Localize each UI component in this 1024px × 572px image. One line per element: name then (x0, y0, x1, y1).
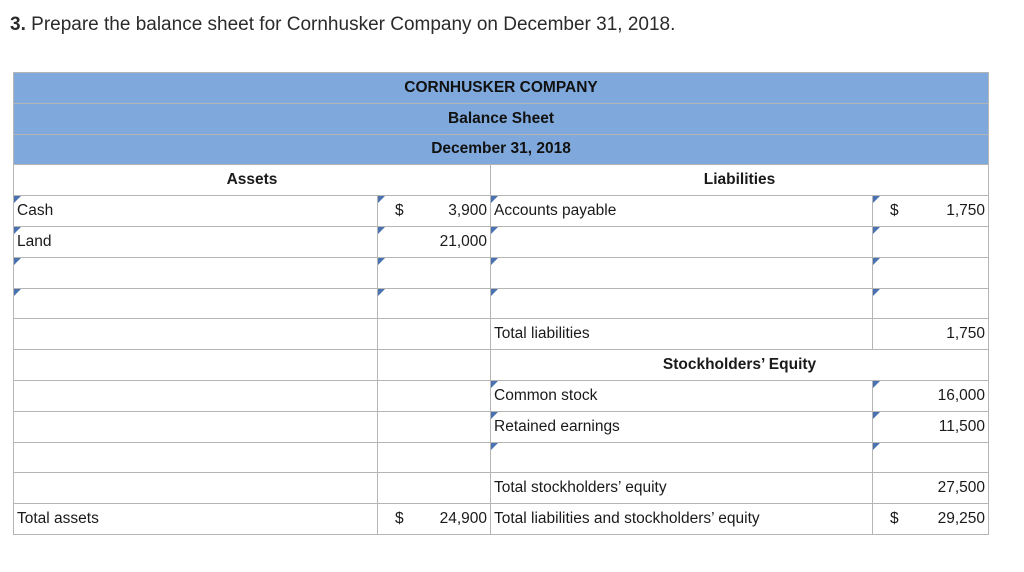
equity-value-input-2[interactable]: 11,500 (873, 411, 989, 442)
question-prompt: Prepare the balance sheet for Cornhusker Company on December 31, 2018. (31, 14, 676, 35)
currency-symbol: $ (890, 510, 899, 528)
total-equity-value: 27,500 (873, 473, 989, 504)
asset-label-input-4[interactable] (14, 288, 378, 319)
table-row (14, 350, 989, 381)
empty-cell (378, 442, 491, 473)
empty-cell (378, 473, 491, 504)
empty-cell (378, 380, 491, 411)
statement-title: Balance Sheet (14, 103, 989, 134)
table-row (14, 319, 989, 350)
currency-symbol: $ (890, 202, 899, 220)
question-text (10, 14, 675, 36)
equity-value-input-3[interactable] (873, 442, 989, 473)
table-row (14, 411, 989, 442)
empty-cell (14, 350, 378, 381)
total-liabilities-value: 1,750 (873, 319, 989, 350)
table-row (14, 473, 989, 504)
empty-cell (14, 442, 378, 473)
currency-symbol: $ (395, 510, 404, 528)
asset-label-input-1[interactable]: Cash (14, 196, 378, 227)
total-equity-label: Total stockholders’ equity (491, 473, 873, 504)
total-liab-equity-value: 29,250 (937, 510, 986, 528)
currency-symbol: $ (395, 202, 404, 220)
table-row (14, 257, 989, 288)
equity-value-input-1[interactable]: 16,000 (873, 380, 989, 411)
balance-sheet-table (13, 72, 989, 535)
liability-label-input-2[interactable] (491, 226, 873, 257)
asset-value-input-3[interactable] (378, 257, 491, 288)
total-assets-label: Total assets (14, 504, 378, 535)
header-company-row (14, 73, 989, 104)
empty-cell (14, 380, 378, 411)
equity-header: Stockholders’ Equity (491, 350, 989, 381)
asset-value-input-1[interactable] (378, 196, 491, 227)
empty-cell (378, 350, 491, 381)
section-header-row (14, 165, 989, 196)
liability-label-input-1[interactable]: Accounts payable (491, 196, 873, 227)
asset-value-input-2[interactable]: 21,000 (378, 226, 491, 257)
table-row (14, 288, 989, 319)
question-number: 3. (10, 14, 26, 35)
liability-label-input-3[interactable] (491, 257, 873, 288)
asset-value-1: 3,900 (448, 202, 487, 220)
asset-label-input-2[interactable]: Land (14, 226, 378, 257)
liability-value-input-3[interactable] (873, 257, 989, 288)
header-title-row (14, 103, 989, 134)
asset-label-input-3[interactable] (14, 257, 378, 288)
equity-label-input-1[interactable]: Common stock (491, 380, 873, 411)
total-liab-equity-cell (873, 504, 989, 535)
table-row (14, 380, 989, 411)
empty-cell (14, 411, 378, 442)
empty-cell (378, 411, 491, 442)
table-row (14, 226, 989, 257)
total-liabilities-label: Total liabilities (491, 319, 873, 350)
total-assets-cell (378, 504, 491, 535)
liability-value-input-1[interactable] (873, 196, 989, 227)
empty-cell (378, 319, 491, 350)
table-row (14, 196, 989, 227)
empty-cell (14, 319, 378, 350)
statement-date: December 31, 2018 (14, 134, 989, 165)
liability-value-1: 1,750 (946, 202, 986, 220)
liability-label-input-4[interactable] (491, 288, 873, 319)
total-liab-equity-label: Total liabilities and stockholders’ equity (491, 504, 873, 535)
empty-cell (14, 473, 378, 504)
company-name: CORNHUSKER COMPANY (14, 73, 989, 104)
header-date-row (14, 134, 989, 165)
asset-value-input-4[interactable] (378, 288, 491, 319)
equity-label-input-2[interactable]: Retained earnings (491, 411, 873, 442)
equity-label-input-3[interactable] (491, 442, 873, 473)
assets-header: Assets (14, 165, 491, 196)
liability-value-input-4[interactable] (873, 288, 989, 319)
table-row (14, 504, 989, 535)
liability-value-input-2[interactable] (873, 226, 989, 257)
total-assets-value: 24,900 (439, 510, 487, 528)
liabilities-header: Liabilities (491, 165, 989, 196)
table-row (14, 442, 989, 473)
